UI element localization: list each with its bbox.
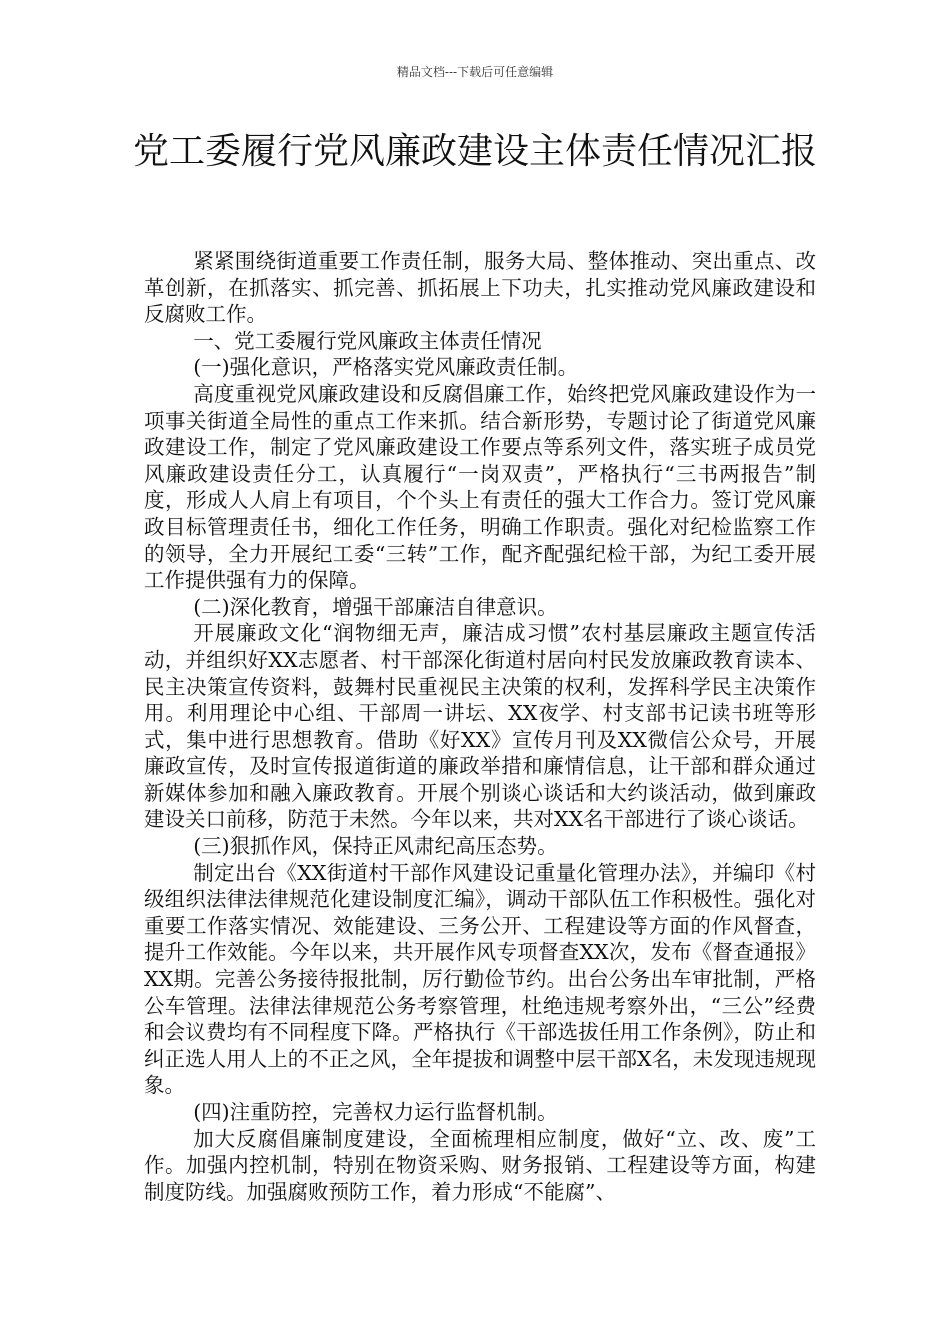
subsection-heading: (一)强化意识，严格落实党风廉政责任制。 bbox=[193, 355, 579, 380]
subsection-heading: (四)注重防控，完善权力运行监督机制。 bbox=[193, 1100, 558, 1124]
body-paragraph: 加大反腐倡廉制度建设，全面梳理相应制度，做好“立、改、废”工作。加强内控机制，特别在物资采购、财务报销、工程建设等方面，构建制度防线。加强腐败预防工作，着力形成“不能腐”、 bbox=[144, 1126, 816, 1204]
page-header-note: 精品文档---下载后可任意编辑 bbox=[396, 65, 554, 79]
subsection-heading: (三)狠抓作风，保持正风肃纪高压态势。 bbox=[193, 834, 558, 859]
body-paragraph: 开展廉政文化“润物细无声，廉洁成习惯”农村基层廉政主题宣传活动，并组织好XX志愿者、村干部深化街道村居向村民发放廉政教育读本、民主决策宣传资料，鼓舞村民重视民主决策的权利，发挥科学民主决策作用。利用理论中心组、干部周一讲坛、XX夜学、村支部书记读书班等形式，集中进行思想教育。借助《好XX》宣传月刊及XX微信公众号，开展廉政宣传，及时宣传报道街道的廉政举措和廉情信息，让干部和群众通过新媒体参加和融入廉政教育。开展个别谈心谈话和大约谈活动，做到廉政建设关口前移，防范于未然。今年以来，共对XX名干部进行了谈心谈话。 bbox=[144, 621, 816, 832]
section-heading: 一、党工委履行党风廉政主体责任情况 bbox=[193, 328, 542, 353]
subsection-heading: (二)深化教育，增强干部廉洁自律意识。 bbox=[193, 594, 558, 619]
body-paragraph: 高度重视党风廉政建设和反腐倡廉工作，始终把党风廉政建设作为一项事关街道全局性的重点工作来抓。结合新形势，专题讨论了街道党风廉政建设工作，制定了党风廉政建设工作要点等系列文件，落实班子成员党风廉政建设责任分工，认真履行“一岗双责”，严格执行“三书两报告”制度，形成人人肩上有项目，个个头上有责任的强大工作合力。签订党风廉政目标管理责任书，细化工作任务，明确工作职责。强化对纪检监察工作的领导，全力开展纪工委“三转”工作，配齐配强纪检干部，为纪工委开展工作提供强有力的保障。 bbox=[144, 381, 816, 593]
document-title: 党工委履行党风廉政建设主体责任情况汇报 bbox=[132, 131, 817, 172]
document-body bbox=[144, 248, 816, 1205]
body-paragraph: 制定出台《XX街道村干部作风建设记重量化管理办法》，并编印《村级组织法律法律规范化建设制度汇编》，调动干部队伍工作积极性。强化对重要工作落实情况、效能建设、三务公开、工程建设等方面的作风督查，提升工作效能。今年以来，共开展作风专项督查XX次，发布《督查通报》XX期。完善公务接待报批制，厉行勤俭节约。出台公务出车审批制，严格公车管理。法律法律规范公务考察管理，杜绝违规考察外出，“三公”经费和会议费均有不同程度下降。严格执行《干部选拔任用工作条例》，防止和纠正选人用人上的不正之风，全年提拔和调整中层干部X名，未发现违规现象。 bbox=[144, 860, 816, 1098]
intro-paragraph: 紧紧围绕街道重要工作责任制，服务大局、整体推动、突出重点、改革创新，在抓落实、抓完善、抓拓展上下功夫，扎实推动党风廉政建设和反腐败工作。 bbox=[144, 249, 816, 327]
